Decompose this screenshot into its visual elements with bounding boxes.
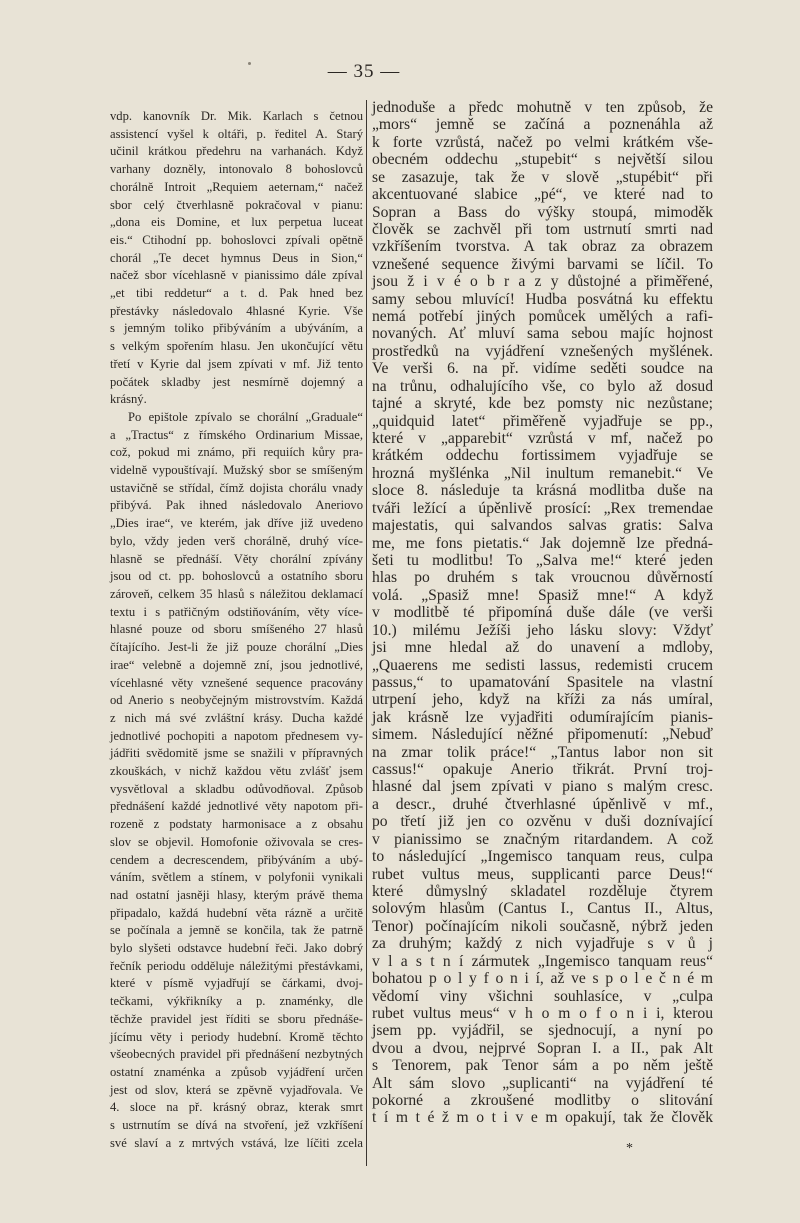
text-line: od Anerio s neobyčejným mistrovstvím. Každá	[110, 693, 363, 708]
text-line: jednotlivé pochopiti a napotom přednesem vy-	[110, 728, 363, 743]
text-line: bylo slyšeti odstavce hudební řeči. Jako dobrý	[110, 941, 363, 956]
text-line: s ustrnutím se dívá na stvoření, jež vzkříšení	[110, 1118, 363, 1133]
text-line: na zmar tolik práce!“ „Tantus labor non sit	[372, 743, 713, 761]
text-line: irae“ velebně a dojemně zní, jsou jednotlivé,	[110, 657, 363, 672]
text-line: rozeně z podstaty harmonisace a z obsahu	[110, 817, 363, 832]
text-line: přestávky následovalo 4hlasné Kyrie. Vše	[110, 303, 363, 318]
text-line: krátkém oddechu fortissimem vyjadřuje se	[372, 447, 713, 465]
text-line: krásný.	[110, 392, 147, 407]
text-line: majestatis, qui salvandos salvas gratis: Salva	[372, 517, 713, 535]
text-line: solovým hlasům (Cantus I., Cantus II., Altus,	[372, 900, 713, 918]
text-line: připadalo, každá hudební věta rázně a určitě	[110, 905, 363, 920]
text-line: přibývá. Pak ihned následovalo Aneriovo	[110, 498, 363, 513]
text-line: k forte vzrůstá, načež po velmi krátkém vše-	[372, 133, 713, 151]
text-line: tváři ležící a úpěnlivě prosící: „Rex tremendae	[372, 499, 713, 517]
text-line: hlasně se přednáší. Věty chorální zpívány	[110, 551, 363, 566]
text-line: nemá potřebí jiných pomůcek umělých a rafi-	[372, 308, 713, 326]
text-line: ostatní znaménka a způsob vyjádření určen	[110, 1064, 363, 1079]
text-line: cendem a decrescendem, přibýváním a ubý-	[110, 852, 363, 867]
text-line: vícehlasné věty vznešené sequence pracovány	[110, 675, 363, 690]
left-column	[110, 108, 363, 1152]
text-line: s velkým spořením hlasu. Jen ukončující větu	[110, 339, 363, 354]
text-line: sbor celý čtverhlasně pokračoval v pianu:	[110, 197, 363, 212]
column-divider	[366, 100, 367, 1166]
text-line: počátek skladby jest nesmírně dojemný a	[110, 374, 363, 389]
text-line: které důmyslný skladatel rozděluje čtyrem	[372, 882, 713, 900]
text-line: assistencí vyšel k oltáři, p. ředitel A. Starý	[110, 126, 363, 141]
text-line: s Tenorem, pak Tenor sám a po něm ještě	[372, 1057, 713, 1075]
text-line: slov se objevil. Homofonie oživovala se cres-	[110, 834, 363, 849]
text-line: jícímu věty i periody hudební. Kromě těchto	[110, 1029, 363, 1044]
text-line: samy sebou mluvící! Hudba posvátná ku effektu	[372, 290, 713, 308]
text-line: za druhým; každý z nich vyjadřuje s v ů j	[372, 935, 713, 953]
text-line: vznešené sequence živými barvami se líčil. To	[372, 255, 713, 273]
text-line: obecném oddechu „stupebit“ s největší silou	[372, 151, 713, 169]
text-line: Tenor) počínajícím nikoli současně, nýbrž jeden	[372, 917, 713, 935]
text-line: své slaví a z mrtvých vstává, lze líčiti zcela	[110, 1135, 363, 1150]
text-line: jsi mne hledal až do unavení a mdloby,	[372, 639, 713, 657]
text-line: hlas po druhém s tak vroucnou důvěrností	[372, 569, 713, 587]
text-line: tajné a skryté, kde bez pomsty nic nezůstane;	[372, 395, 713, 413]
text-line: čítajícího. Jest-li že již pouze chorální „Dies	[110, 640, 363, 655]
text-line: „dona eis Domine, et lux perpetua luceat	[110, 215, 363, 230]
text-line: Alt sám slovo „suplicanti“ na vyjádření té	[372, 1074, 713, 1092]
text-line: hlasné dal jsem zpívati v piano s malým cresc.	[372, 778, 713, 796]
text-line: dvou a dvou, nejprvé Sopran I. a II., pak Alt	[372, 1039, 713, 1057]
text-line: eis.“ Ctihodní pp. bohoslovci zpívali opětně	[110, 232, 363, 247]
text-line: Po epištole zpívalo se chorální „Graduale“	[128, 409, 363, 424]
text-line: učinil krátkou předehru na varhanách. Když	[110, 144, 363, 159]
text-line: „Quaerens me sedisti lassus, redemisti crucem	[372, 656, 713, 674]
text-line: jsou od ct. pp. bohoslovců a ostatního sboru	[110, 569, 363, 584]
text-line: se zasazuje, tak že v slově „stupébit“ při	[372, 168, 713, 186]
text-line: tečkami, výkřikníky a p. znaménky, dle	[110, 994, 363, 1009]
text-line: v l a s t n í zármutek „Ingemisco tanquam reus“	[372, 952, 713, 970]
text-line: člověk se zachvěl při tom ustrnutí smrti nad	[372, 220, 713, 238]
text-line: třetí v Kyrie dal jsem zpívati v mf. Již tento	[110, 356, 363, 371]
text-line: z nich má své zvláštní krásy. Ducha každé	[110, 710, 363, 725]
text-line: prostředků na vyjádření vznešených myšlének.	[372, 342, 713, 360]
text-line: rubet vultus meus, supplicanti parce Deus!“	[372, 865, 713, 883]
text-line: akcentuované slabice „pé“, ve které nad to	[372, 186, 713, 204]
text-line: jak krásně lze vyjadřiti odumírajícím pianis-	[372, 708, 713, 726]
text-line: cassus!“ opakuje Anerio třikrát. První troj-	[372, 761, 713, 779]
text-line: zároveň, celkem 35 hlasů s náležitou deklamací	[110, 586, 363, 601]
text-line: „mors“ jemně se začíná a poznenáhla až	[372, 116, 713, 134]
text-line: passus,“ to upamatování Spasitele na vlastní	[372, 673, 713, 691]
text-line: nad ostatní jasněji hlasy, kterým právě thema	[110, 887, 363, 902]
text-line: řečník periodu odděluje náležitými přestávkami,	[110, 958, 363, 973]
text-line: chorál „Te decet hymnus Deus in Sion,“	[110, 250, 363, 265]
text-line: pokorné a zkroušené modlitby o slitování	[372, 1092, 713, 1110]
scan-speck	[248, 62, 251, 65]
text-line: váním, světlem a stínem, v polyfonii vynikali	[110, 870, 363, 885]
text-line: jádřiti svědomitě jsme se snažili v přípravných	[110, 746, 363, 761]
text-line: me, me fons pietatis.“ Jak dojemně lze předná-	[372, 534, 713, 552]
text-line: vysvětloval a skladbu odůvodňoval. Způsob	[110, 781, 363, 796]
text-line: a „Tractus“ z římského Ordinarium Missae,	[110, 427, 363, 442]
text-line: sloce 8. následuje ta krásná modlitba duše na	[372, 482, 713, 500]
text-line: Sopran a Bass do výšky stoupá, mimoděk	[372, 203, 713, 221]
right-column	[372, 99, 713, 1127]
text-line: po třetí již jen co ozvěnu v duši doznívající	[372, 813, 713, 831]
text-line: zkouškách, v nichž každou větu zvlášť jsem	[110, 764, 363, 779]
text-line: bohatou p o l y f o n i í, až ve s p o l e č n é m	[372, 970, 713, 988]
text-line: bylo, vždy jeden verš chorálně, druhý více-	[110, 533, 363, 548]
text-line: těchže pravidel jest říditi se sboru přednáše-	[110, 1011, 363, 1026]
text-line: přednášení každé jednotlivé věty napotom při-	[110, 799, 363, 814]
text-line: a descr., druhé čtverhlasné úpěnlivě v mf.,	[372, 795, 713, 813]
text-line: jest od slov, která se zpěvně vyjadřovala. Ve	[110, 1082, 363, 1097]
text-line: vědomí viny všichni souhlasíce, v „culpa	[372, 987, 713, 1005]
text-line: „quidquid latet“ přiměřeně vyjadřuje se pp.,	[372, 412, 713, 430]
text-line: ustavičně se střídal, čímž dojista chorálu vnady	[110, 480, 363, 495]
text-line: simem. Následující něžné připomenutí: „Nebuď	[372, 726, 713, 744]
text-line: šeti tu modlitbu! To „Salva me!“ které jeden	[372, 551, 713, 569]
text-line: s jemným toliko přibýváním a ubýváním, a	[110, 321, 363, 336]
text-line: 4. sloce na př. krásný obraz, kterak smrt	[110, 1100, 363, 1115]
text-line: v pianissimo se značným ritardandem. A což	[372, 830, 713, 848]
text-line: v modlitbě té připomíná duše dále (ve verši	[372, 604, 713, 622]
page-number: — 35 —	[327, 61, 401, 82]
text-line: to následující „Ingemisco tanquam reus, culpa	[372, 848, 713, 866]
text-line: což, pokud mi známo, při requiích kůry pra-	[110, 445, 363, 460]
text-line: které v „apparebit“ vzrůstá v mf, načež po	[372, 430, 713, 448]
text-line: varhany dozněly, intonovalo 8 bohoslovců	[110, 162, 363, 177]
text-line: vdp. kanovník Dr. Mik. Karlach s četnou	[110, 109, 363, 123]
text-line: všeobecných pravidel při přednášení nezbytných	[110, 1047, 363, 1062]
text-line: jednoduše a předc mohutně v ten způsob, že	[372, 99, 713, 116]
text-line: „et tibi reddetur“ a t. d. Pak hned bez	[110, 286, 363, 301]
text-line: novaných. Ať mluví sama sebou majíc hojnost	[372, 325, 713, 343]
text-line: Ve verši 6. na př. vidíme seděti soudce na	[372, 360, 713, 378]
text-line: které v písmě vyjadřují se čárkami, dvoj-	[110, 976, 363, 991]
text-line: t í m t é ž m o t i v e m opakují, tak že člověk	[372, 1109, 713, 1127]
text-line: na trůnu, odhalujícího vše, co bylo až dosud	[372, 377, 713, 395]
text-line: hlasné pouze od sboru smíšeného 27 hlasů	[110, 622, 363, 637]
text-line: volá. „Spasiž mne! Spasiž mne!“ A když	[372, 586, 713, 604]
text-line: se počínala a jemně se končila, tak že patrně	[110, 923, 363, 938]
text-line: chorálně Introit „Requiem aeternam,“ načež	[110, 179, 363, 194]
footer-asterisk: *	[626, 1141, 633, 1156]
text-line: načež sbor vícehlasně v pianissimo dále zpíval	[110, 268, 363, 283]
text-line: jsem pp. vyjádřil, se sjednocují, a nyní po	[372, 1022, 713, 1040]
text-line: videlně vypouštívají. Mužský sbor se smíšeným	[110, 463, 363, 478]
text-line: vzkříšením tvorstva. A tak obraz za obrazem	[372, 238, 713, 256]
text-line: hrozná myšlénka „Nil inultum remanebit.“ Ve	[372, 464, 713, 482]
text-line: jsou ž i v é o b r a z y důstojné a přiměřené,	[372, 273, 713, 291]
text-line: utrpení jeho, když na kříži za nás umíral,	[372, 691, 713, 709]
text-line: rubet vultus meus“ v h o m o f o n i i, kterou	[372, 1004, 713, 1022]
text-line: 10.) milému Ježíši jeho lásku slovy: Vždyť	[372, 621, 713, 639]
text-line: „Dies irae“, ve kterém, jak dříve již uvedeno	[110, 516, 363, 531]
text-line: textu i s patřičným odstiňováním, věty více-	[110, 604, 363, 619]
